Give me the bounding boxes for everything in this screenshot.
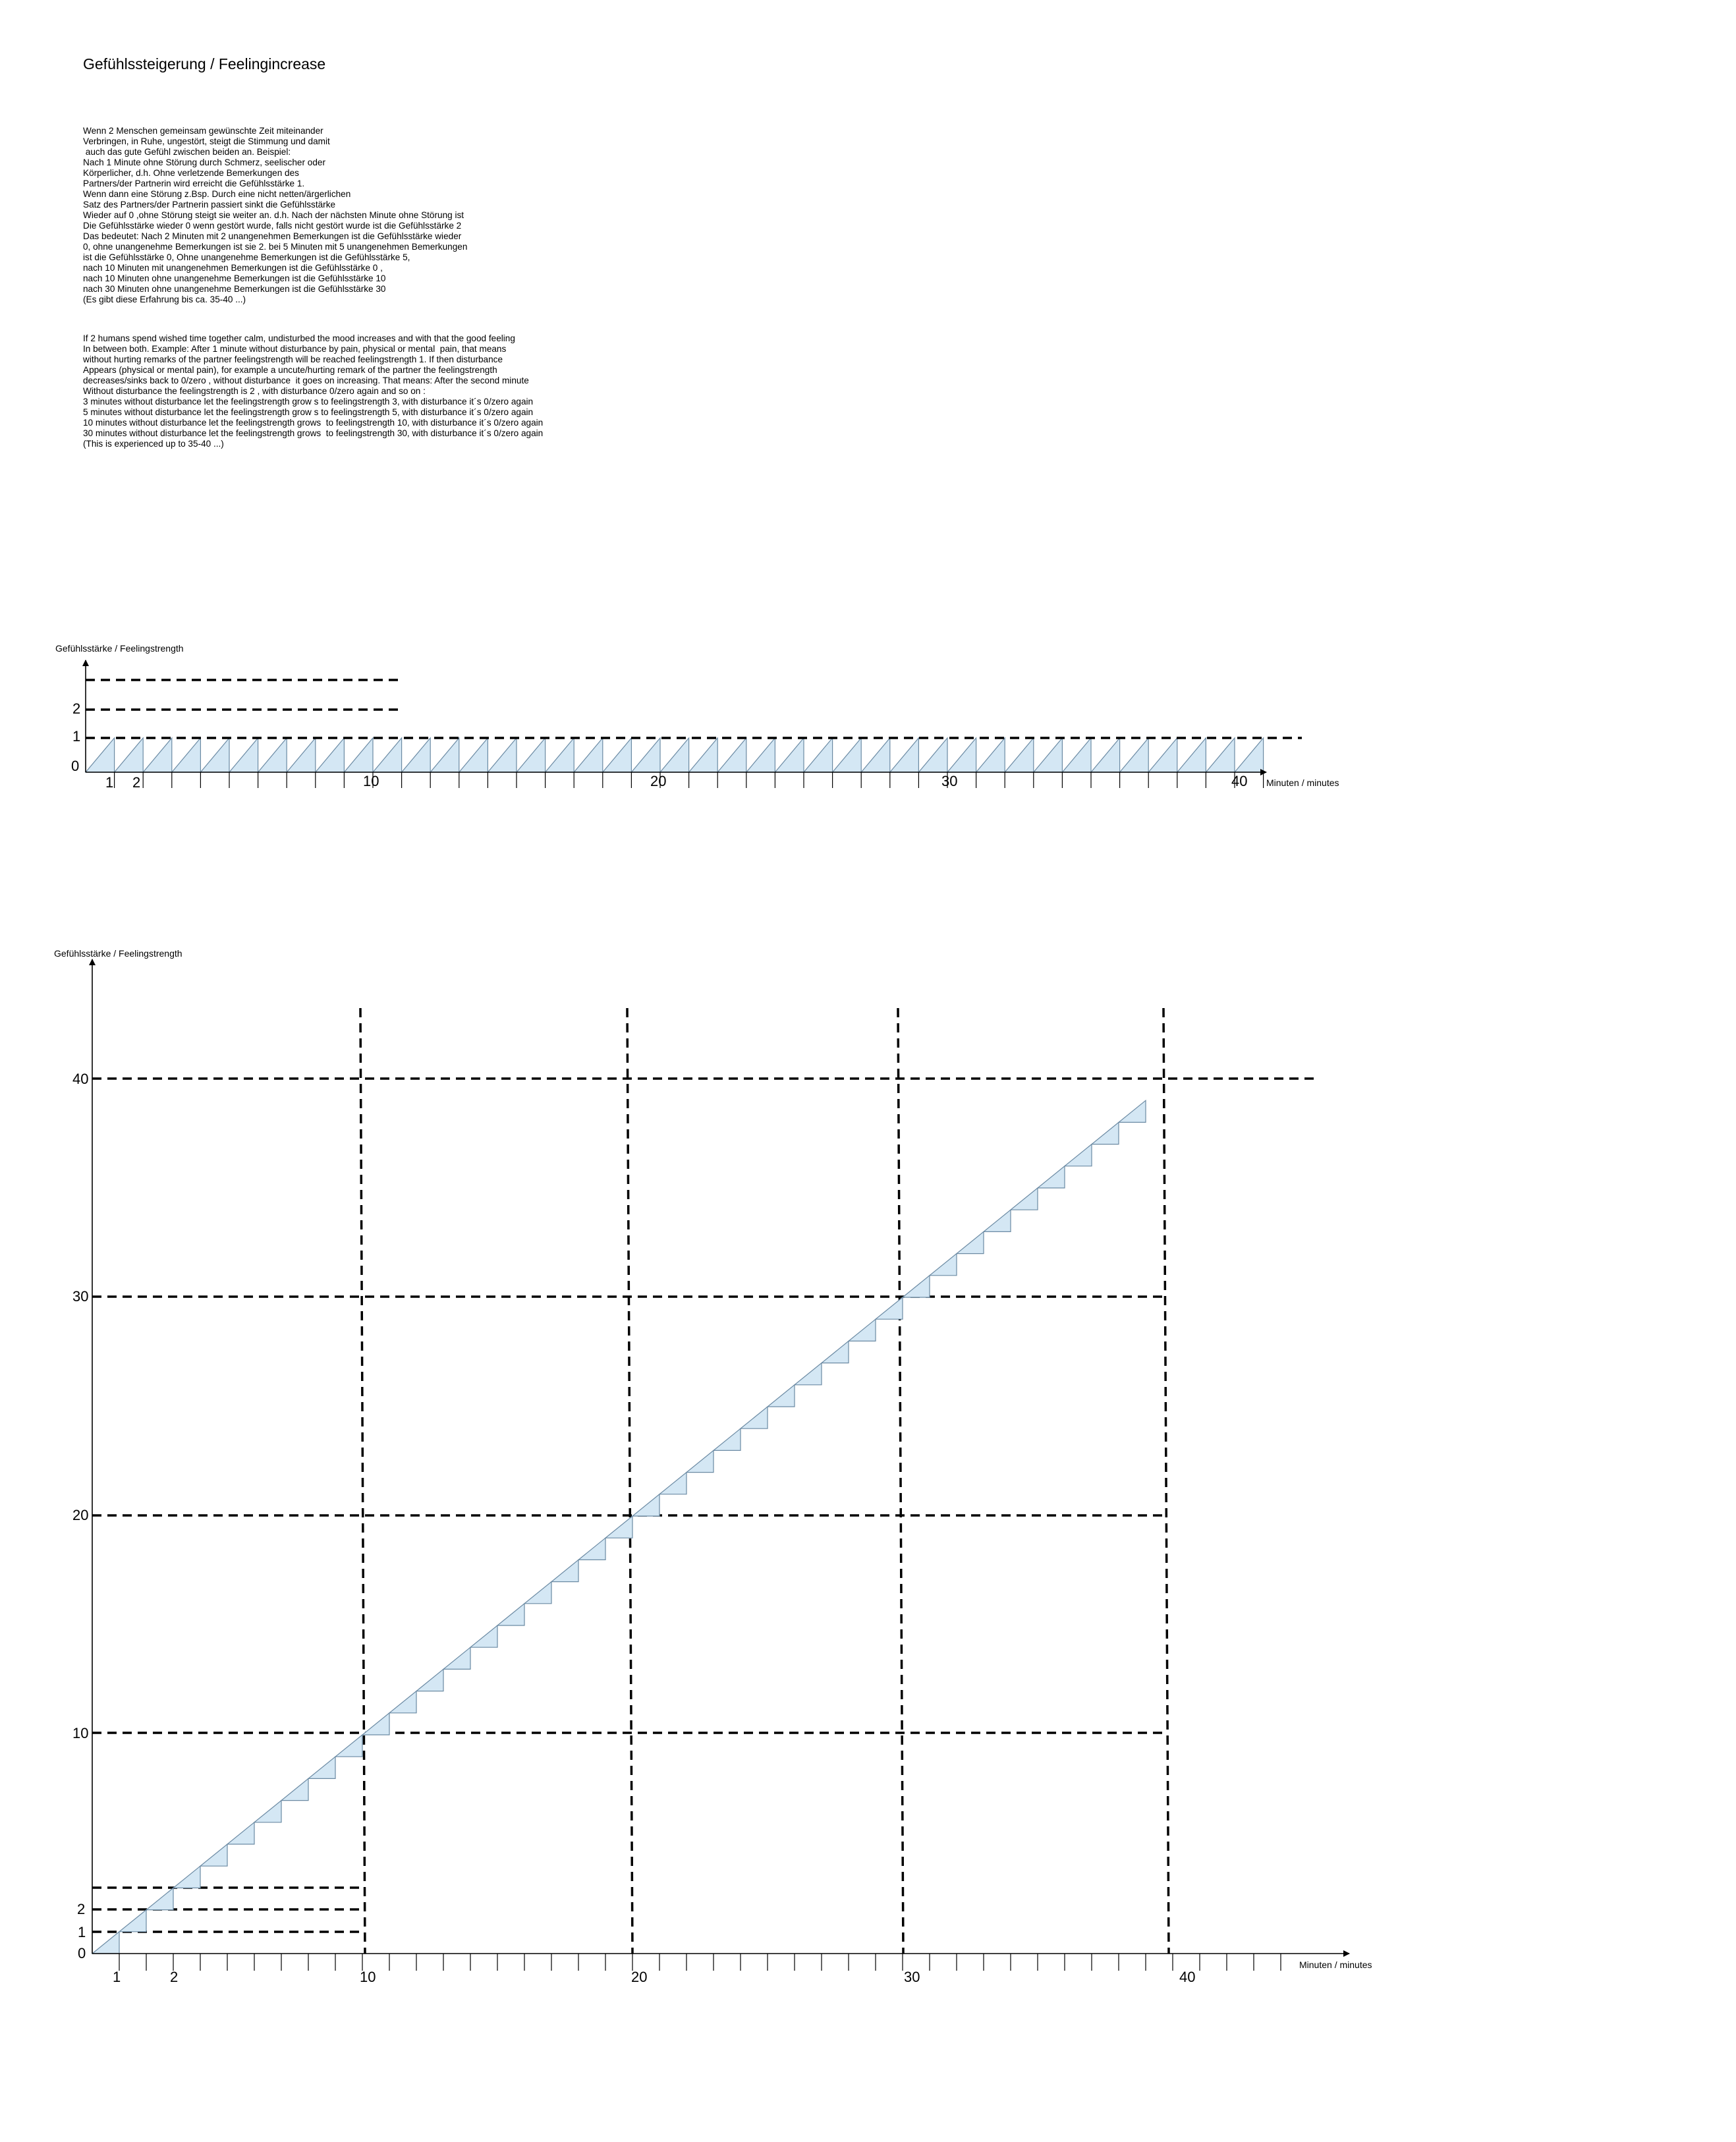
english-text-line: 5 minutes without disturbance let the feelingstrength grow s to feelingstrength 5, with disturbance it´s 0/zero again — [83, 407, 534, 417]
english-text-line: decreases/sinks back to 0/zero , without disturbance it goes on increasing. That means: After the second minute — [83, 376, 529, 385]
step-minute-28 — [822, 1341, 849, 1363]
step-minute-26 — [768, 1385, 795, 1407]
ramp-minute-7 — [258, 738, 287, 772]
german-text-line: Die Gefühlsstärke wieder 0 wenn gestört wurde, falls nicht gestört wurde ist die Gefühlsstärke 2 — [83, 221, 462, 231]
chart-2-y-tick-1: 1 — [78, 1924, 86, 1940]
german-text-line: Wieder auf 0 ,ohne Störung steigt sie weiter an. d.h. Nach der nächsten Minute ohne Störung ist — [83, 210, 464, 220]
step-minute-33 — [957, 1231, 984, 1253]
step-minute-13 — [416, 1669, 443, 1691]
chart-1-y-tick-2: 2 — [72, 700, 81, 717]
german-text-line: Verbringen, in Ruhe, ungestört, steigt die Stimmung und damit — [83, 136, 330, 146]
german-text-line: (Es gibt diese Erfahrung bis ca. 35-40 ...) — [83, 295, 246, 304]
chart-2-x-tick-label-30: 30 — [904, 1969, 920, 1985]
step-minute-17 — [524, 1582, 551, 1604]
ramp-minute-4 — [172, 738, 201, 772]
ramp-minute-22 — [689, 738, 718, 772]
step-minute-16 — [497, 1604, 524, 1625]
ramp-minute-15 — [488, 738, 517, 772]
step-minute-34 — [984, 1210, 1011, 1231]
step-minute-38 — [1092, 1122, 1119, 1144]
step-minute-9 — [308, 1757, 335, 1778]
step-minute-3 — [146, 1888, 173, 1909]
ramp-minute-24 — [746, 738, 775, 772]
english-text-line: (This is experienced up to 35-40 ...) — [83, 439, 224, 449]
english-text-line: If 2 humans spend wished time together calm, undisturbed the mood increases and with that the good feeling — [83, 333, 515, 343]
chart-1-ramps — [86, 738, 1264, 772]
ramp-minute-31 — [947, 738, 976, 772]
chart-1-x-tick-label-40: 40 — [1231, 773, 1248, 789]
step-minute-20 — [605, 1516, 632, 1538]
step-minute-14 — [443, 1647, 470, 1669]
chart-1-y-axis-title: Gefühlsstärke / Feelingstrength — [55, 643, 184, 654]
ramp-minute-36 — [1091, 738, 1120, 772]
chart-1 — [55, 643, 1339, 791]
step-minute-23 — [686, 1450, 714, 1472]
chart-2 — [54, 948, 1372, 1985]
german-text-line: Wenn dann eine Störung z.Bsp. Durch eine nicht netten/ärgerlichen — [83, 189, 351, 199]
ramp-minute-33 — [1005, 738, 1034, 772]
german-text-line: auch das gute Gefühl zwischen beiden an. Beispiel: — [83, 147, 291, 157]
step-minute-1 — [92, 1932, 119, 1954]
english-text-line: Without disturbance the feelingstrength is 2 , with disturbance 0/zero again and so on : — [83, 386, 426, 396]
german-text-line: ist die Gefühlsstärke 0, Ohne unangenehme Bemerkungen ist die Gefühlsstärke 5, — [83, 252, 410, 262]
chart-1-x-tick-label-1: 1 — [105, 774, 114, 791]
ramp-minute-5 — [200, 738, 229, 772]
ramp-minute-8 — [287, 738, 316, 772]
chart-1-x-tick-label-20: 20 — [650, 773, 667, 789]
chart-2-x-tick-label-2: 2 — [170, 1969, 179, 1985]
ramp-minute-35 — [1062, 738, 1091, 772]
step-minute-21 — [632, 1494, 659, 1516]
chart-2-vline-30 — [898, 1008, 903, 1954]
ramp-minute-11 — [373, 738, 402, 772]
chart-2-vline-40 — [1163, 1008, 1169, 1954]
chart-2-x-tick-label-1: 1 — [113, 1969, 121, 1985]
ramp-minute-10 — [344, 738, 373, 772]
german-text-line: nach 10 Minuten mit unangenehmen Bemerkungen ist die Gefühlsstärke 0 , — [83, 263, 383, 273]
chart-2-y-tick-10: 10 — [72, 1725, 89, 1741]
chart-1-x-tick-label-2: 2 — [132, 774, 141, 791]
ramp-minute-40 — [1206, 738, 1235, 772]
ramp-minute-32 — [976, 738, 1005, 772]
step-minute-31 — [903, 1276, 930, 1297]
ramp-minute-21 — [660, 738, 689, 772]
ramp-minute-39 — [1177, 738, 1206, 772]
ramp-minute-2 — [115, 738, 144, 772]
german-text-line: Das bedeutet: Nach 2 Minuten mit 2 unangenehmen Bemerkungen ist die Gefühlsstärke wieder — [83, 231, 462, 241]
page-title: Gefühlssteigerung / Feelingincrease — [83, 55, 326, 72]
english-text-line: 10 minutes without disturbance let the feelingstrength grows to feelingstrength 10, with disturbance it´s 0/zero again — [83, 418, 544, 428]
step-minute-12 — [389, 1691, 416, 1713]
ramp-minute-16 — [517, 738, 546, 772]
chart-1-y-tick-0: 0 — [71, 758, 80, 774]
ramp-minute-18 — [574, 738, 603, 772]
step-minute-24 — [714, 1428, 741, 1450]
chart-2-vline-10 — [360, 1008, 365, 1954]
chart-1-x-ticks — [115, 772, 1264, 788]
chart-2-x-ticks — [119, 1954, 1281, 1971]
ramp-minute-3 — [143, 738, 172, 772]
step-minute-22 — [659, 1473, 686, 1494]
chart-1-x-tick-label-30: 30 — [941, 773, 958, 789]
ramp-minute-26 — [804, 738, 833, 772]
german-text-line: Körperlicher, d.h. Ohne verletzende Bemerkungen des — [83, 168, 299, 178]
german-text-line: Partners/der Partnerin wird erreicht die Gefühlsstärke 1. — [83, 179, 305, 188]
english-text-line: without hurting remarks of the partner feelingstrength will be reached feelingstrength 1. If then disturbance — [83, 354, 503, 364]
chart-2-y-tick-40: 40 — [72, 1071, 89, 1087]
step-minute-25 — [741, 1407, 768, 1428]
german-text-line: 0, ohne unangenehme Bemerkungen ist sie 2. bei 5 Minuten mit 5 unangenehmen Bemerkungen — [83, 242, 468, 252]
chart-2-x-tick-label-20: 20 — [631, 1969, 648, 1985]
english-text-line: Appears (physical or mental pain), for example a uncute/hurting remark of the partner the feelingstrength — [83, 365, 497, 375]
ramp-minute-27 — [833, 738, 862, 772]
step-minute-6 — [227, 1822, 254, 1844]
step-minute-30 — [876, 1297, 903, 1319]
ramp-minute-37 — [1120, 738, 1149, 772]
chart-2-y-axis-title: Gefühlsstärke / Feelingstrength — [54, 948, 182, 959]
ramp-minute-12 — [402, 738, 431, 772]
step-minute-2 — [119, 1910, 146, 1932]
english-text-line: In between both. Example: After 1 minute without disturbance by pain, physical or mental pain, that means — [83, 344, 507, 354]
step-minute-37 — [1065, 1144, 1092, 1166]
ramp-minute-14 — [459, 738, 488, 772]
german-text-line: Nach 1 Minute ohne Störung durch Schmerz, seelischer oder — [83, 157, 325, 167]
chart-2-x-tick-label-40: 40 — [1179, 1969, 1196, 1985]
step-minute-29 — [849, 1319, 876, 1341]
ramp-minute-17 — [546, 738, 574, 772]
chart-2-x-tick-label-10: 10 — [360, 1969, 376, 1985]
ramp-minute-30 — [918, 738, 947, 772]
ramp-minute-6 — [229, 738, 258, 772]
ramp-minute-28 — [861, 738, 890, 772]
english-text-line: 3 minutes without disturbance let the feelingstrength grow s to feelingstrength 3, with disturbance it´s 0/zero again — [83, 397, 534, 407]
chart-1-x-axis-title: Minuten / minutes — [1266, 777, 1339, 788]
chart-1-x-tick-label-10: 10 — [363, 773, 379, 789]
ramp-minute-1 — [86, 738, 115, 772]
ramp-minute-9 — [316, 738, 345, 772]
step-minute-11 — [362, 1713, 389, 1735]
chart-2-x-axis-title: Minuten / minutes — [1299, 1959, 1372, 1970]
german-text-line: nach 30 Minuten ohne unangenehme Bemerkungen ist die Gefühlsstärke 30 — [83, 284, 386, 294]
german-text-line: Satz des Partners/der Partnerin passiert sinkt die Gefühlsstärke — [83, 200, 336, 210]
step-minute-10 — [335, 1735, 362, 1757]
ramp-minute-29 — [890, 738, 919, 772]
ramp-minute-23 — [717, 738, 746, 772]
step-minute-5 — [200, 1844, 227, 1866]
english-text-line: 30 minutes without disturbance let the feelingstrength grows to feelingstrength 30, with disturbance it´s 0/zero again — [83, 428, 544, 438]
step-minute-35 — [1011, 1188, 1038, 1210]
ramp-minute-20 — [631, 738, 660, 772]
chart-2-steps — [92, 1100, 1146, 1954]
step-minute-4 — [173, 1866, 200, 1888]
chart-2-y-tick-30: 30 — [72, 1288, 89, 1305]
ramp-minute-41 — [1235, 738, 1264, 772]
step-minute-36 — [1038, 1166, 1065, 1188]
ramp-minute-25 — [775, 738, 804, 772]
step-minute-19 — [578, 1538, 605, 1560]
step-minute-8 — [281, 1778, 308, 1800]
step-minute-32 — [930, 1254, 957, 1276]
step-minute-18 — [551, 1560, 578, 1581]
step-minute-27 — [795, 1363, 822, 1385]
german-text-line: nach 10 Minuten ohne unangenehme Bemerkungen ist die Gefühlsstärke 10 — [83, 273, 386, 283]
chart-2-vline-20 — [627, 1008, 632, 1954]
chart-2-y-tick-2: 2 — [77, 1901, 86, 1917]
chart-2-y-tick-20: 20 — [72, 1507, 89, 1523]
step-minute-7 — [254, 1801, 281, 1822]
german-text-line: Wenn 2 Menschen gemeinsam gewünschte Zeit miteinander — [83, 126, 323, 136]
step-minute-15 — [470, 1625, 497, 1647]
ramp-minute-38 — [1148, 738, 1177, 772]
ramp-minute-19 — [603, 738, 632, 772]
ramp-minute-34 — [1034, 738, 1063, 772]
step-minute-39 — [1119, 1100, 1146, 1122]
chart-1-y-tick-1: 1 — [72, 728, 81, 745]
ramp-minute-13 — [430, 738, 459, 772]
chart-2-y-tick-0: 0 — [78, 1945, 86, 1961]
